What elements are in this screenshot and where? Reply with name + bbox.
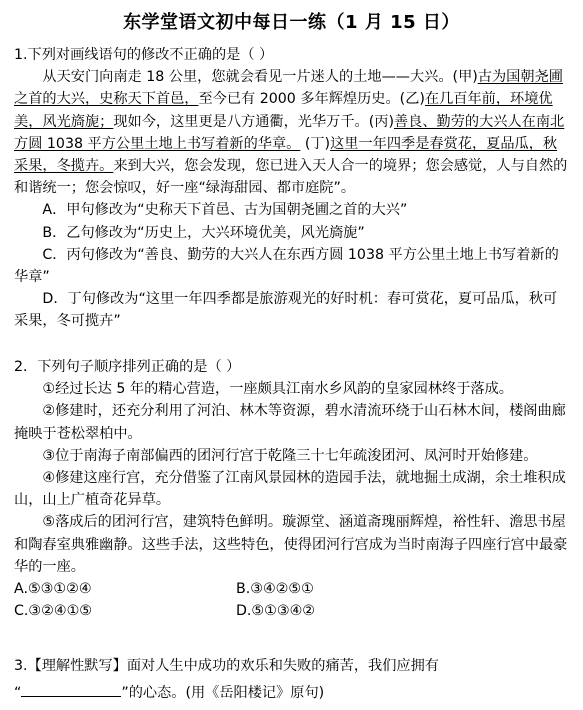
q1-passage-text-4: 来到大兴，您会发现，您已进入天人合一的境界；您会感觉，人与自然的和谐统一；您会惊叹，好一座“绿海甜园、都市庭院”。 bbox=[14, 158, 568, 197]
q1-tag-bing: (丙) bbox=[368, 113, 394, 130]
q1-option-b: B．乙句修改为“历史上，大兴环境优美，风光旖旎” bbox=[42, 224, 365, 241]
q1-stem: 1.下列对画线语句的修改不正确的是（ ） bbox=[14, 47, 274, 63]
q2-options-row-2 bbox=[14, 600, 570, 622]
question-1 bbox=[14, 44, 570, 333]
q2-option-d: D.⑤①③④② bbox=[236, 603, 316, 620]
question-2 bbox=[14, 356, 570, 622]
q3-close-text: ”的心态。(用《岳阳楼记》原句) bbox=[121, 685, 325, 701]
q2-stem: 2．下列句子顺序排列正确的是（ ） bbox=[14, 359, 241, 375]
q2-sentence-2: ②修建时，还充分利用了河泊、林木等资源，碧水清流环绕于山石林木间，楼阁曲廊掩映于苍松翠柏中。 bbox=[14, 403, 566, 442]
q1-option-c: C．丙句修改为“善良、勤劳的大兴人在东西方圆 1038 平方公里土地上书写着新的华章” bbox=[14, 246, 559, 286]
q2-sentence-3: ③位于南海子南部偏西的团河行宫于乾隆三十七年疏浚团河、凤河时开始修建。 bbox=[42, 447, 538, 464]
q1-option-d: D．丁句修改为“这里一年四季都是旅游观光的好时机：春可赏花，夏可品瓜，秋可采果，冬可揽卉” bbox=[14, 291, 558, 330]
q1-underlined-yi: 在几百年前，环境优美，风光旖旎； bbox=[14, 91, 553, 130]
q2-sentence-4: ④修建这座行宫，充分借鉴了江南风景园林的造园手法，就地掘土成湖，余土堆积成山，山上广植奇花异草。 bbox=[14, 470, 566, 509]
q2-sentence-1: ①经过长达 5 年的精心营造，一座颇具江南水乡风韵的皇家园林终于落成。 bbox=[42, 381, 513, 398]
q2-option-a: A.⑤③①②④ bbox=[14, 581, 92, 598]
q3-line-1: 3.【理解性默写】面对人生中成功的欢乐和失败的痛苦，我们应拥有 bbox=[14, 658, 439, 674]
q1-tag-ding: (丁) bbox=[300, 135, 331, 152]
q1-option-a: A．甲句修改为“史称天下首邑、古为国朝尧圃之首的大兴” bbox=[42, 202, 408, 219]
q1-underlined-jia: 古为国朝尧圃之首的大兴，史称天下首邑， bbox=[14, 69, 563, 108]
q1-underlined-ding: 这里一年四季是春赏花，夏品瓜，秋采果，冬揽卉。 bbox=[14, 135, 558, 175]
q2-option-c: C.③②④①⑤ bbox=[14, 603, 93, 620]
q2-sentence-5: ⑤落成后的团河行宫，建筑特色鲜明。璇源堂、涵道斋瑰丽辉煌，裕性轩、澹思书屋和陶春室典雅幽静。这些手法，这些特色，使得团河行宫成为当时南海子四座行宫中最豪华的一座。 bbox=[14, 514, 568, 575]
page-title: 东学堂语文初中每日一练（1 月 15 日） bbox=[123, 12, 460, 33]
q1-tag-yi: (乙) bbox=[399, 91, 425, 108]
q3-line-2 bbox=[14, 680, 570, 707]
q1-passage-text-3: 现如今，这里更是八方通衢，光华万千。 bbox=[113, 113, 369, 130]
q3-open-quote: “ bbox=[14, 685, 22, 701]
q1-underlined-bing: 善良、勤劳的大兴人在南北方圆 1038 平方公里土地上书写着新的华章。 bbox=[14, 113, 565, 152]
q2-option-b: B.③④②⑤① bbox=[236, 581, 314, 598]
q2-options-row-1 bbox=[14, 578, 570, 600]
q3-answer-blank[interactable] bbox=[21, 682, 121, 697]
question-3 bbox=[14, 653, 570, 707]
q1-tag-jia: (甲) bbox=[452, 69, 478, 86]
q1-passage bbox=[14, 66, 570, 199]
q1-passage-text-2: 至今已有 2000 多年辉煌历史。 bbox=[198, 91, 400, 108]
q1-passage-text-1: 从天安门向南走 18 公里，您就会看见一片迷人的土地——大兴。 bbox=[42, 69, 453, 86]
